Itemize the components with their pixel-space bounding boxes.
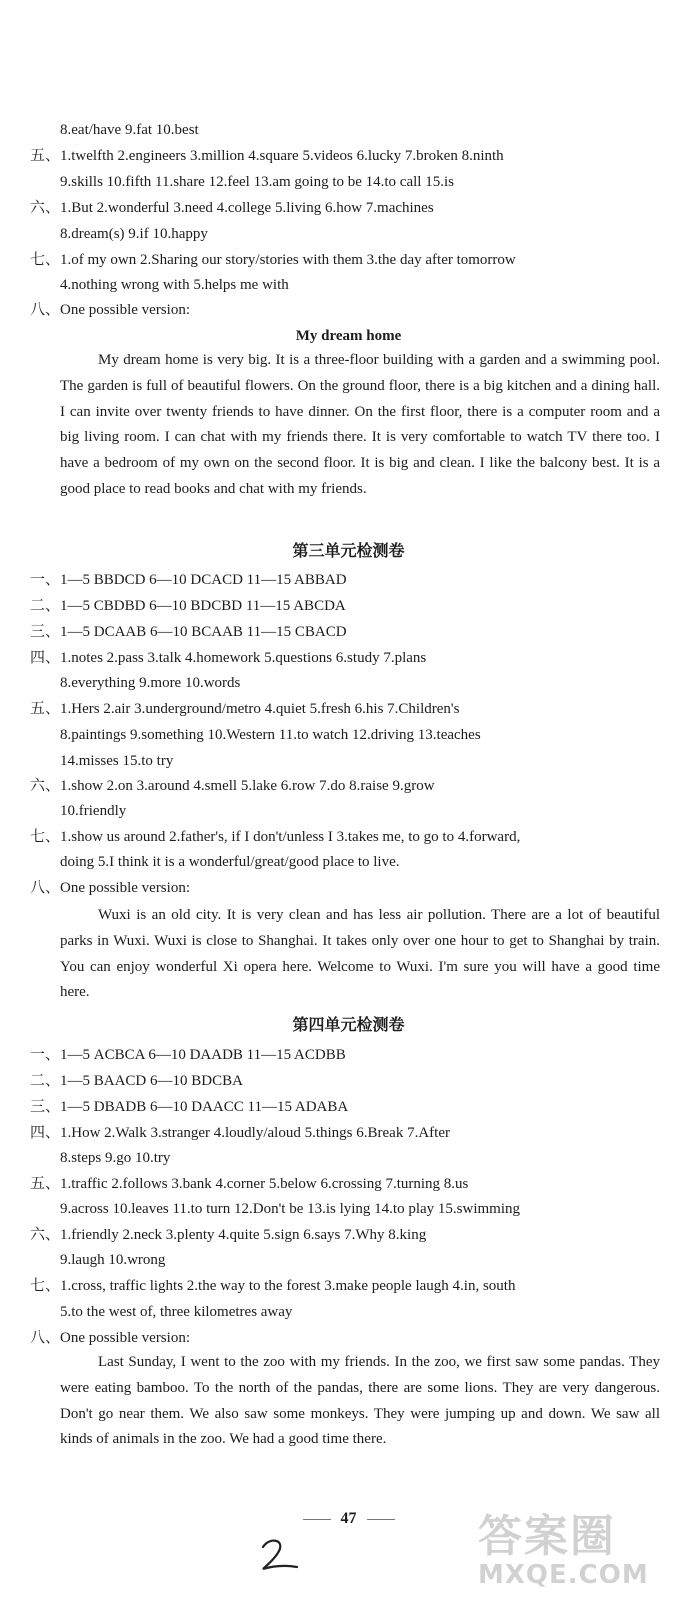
answer-line: 4.nothing wrong with 5.helps me with <box>60 277 289 293</box>
watermark-logo <box>478 1500 649 1590</box>
handwritten-mark <box>255 1535 303 1580</box>
answer-line: 一、1—5 ACBCA 6—10 DAADB 11—15 ACDBB <box>30 1047 346 1063</box>
answer-line: 一、1—5 BBDCD 6—10 DCACD 11—15 ABBAD <box>30 572 347 588</box>
answer-line: 二、1—5 BAACD 6—10 BDCBA <box>30 1073 243 1089</box>
answer-line: 七、1.show us around 2.father's, if I don't/unless I 3.takes me, to go to 4.forward, <box>30 829 521 845</box>
watermark-main: 答案圈 <box>478 1511 616 1562</box>
answer-line: 三、1—5 DCAAB 6—10 BCAAB 11—15 CBACD <box>30 624 347 640</box>
handwritten-2-icon <box>255 1535 303 1575</box>
answer-line: 8.dream(s) 9.if 10.happy <box>60 226 208 242</box>
watermark-sub: MXQE.COM <box>478 1560 649 1590</box>
answer-line: 五、1.traffic 2.follows 3.bank 4.corner 5.below 6.crossing 7.turning 8.us <box>30 1176 469 1192</box>
answer-line: 六、1.show 2.on 3.around 4.smell 5.lake 6.row 7.do 8.raise 9.grow <box>30 778 435 794</box>
answer-line: doing 5.I think it is a wonderful/great/good place to live. <box>60 854 400 870</box>
answer-line: 三、1—5 DBADB 6—10 DAACC 11—15 ADABA <box>30 1099 349 1115</box>
answer-line: 9.laugh 10.wrong <box>60 1252 166 1268</box>
answer-line: 8.paintings 9.something 10.Western 11.to watch 12.driving 13.teaches <box>60 727 481 743</box>
answer-line: 14.misses 15.to try <box>60 753 174 769</box>
answer-line: 8.everything 9.more 10.words <box>60 675 241 691</box>
answer-line: 二、1—5 CBDBD 6—10 BDCBD 11—15 ABCDA <box>30 598 346 614</box>
essay-text: Last Sunday, I went to the zoo with my friends. In the zoo, we first saw some pandas. They were eating bamboo. To the north of the pandas, there are some lions. They are very dangerous. Don't go near them. We also saw some monkeys. They were jumping up and down. We saw all kinds of animals in the zoo. We had a good time there. <box>60 1354 660 1448</box>
answer-line: 八、One possible version: <box>30 880 190 896</box>
answer-line: 9.across 10.leaves 11.to turn 12.Don't be 13.is lying 14.to play 15.swimming <box>60 1201 521 1217</box>
answer-line: 5.to the west of, three kilometres away <box>60 1304 293 1320</box>
answer-line: 五、1.Hers 2.air 3.underground/metro 4.quiet 5.fresh 6.his 7.Children's <box>30 701 460 717</box>
essay-paragraph <box>60 903 660 1008</box>
answer-line: 10.friendly <box>60 803 127 819</box>
essay-text: My dream home is very big. It is a three-floor building with a garden and a swimming pool. The garden is full of beautiful flowers. On the ground floor, there is a big kitchen and a dining hall. I can invite over twenty friends to have dinner. On the first floor, there is a computer room and a big living room. I can chat with my friends there. It is very comfortable to watch TV there too. I have a bedroom of my own on the second floor. It is big and clean. I like the balcony best. It is a good place to read books and chat with my friends. <box>60 352 660 497</box>
answer-line: 8.steps 9.go 10.try <box>60 1150 171 1166</box>
answer-line: 四、1.notes 2.pass 3.talk 4.homework 5.questions 6.study 7.plans <box>30 650 427 666</box>
answer-line: 七、1.of my own 2.Sharing our story/stories with them 3.the day after tomorrow <box>30 252 516 268</box>
answer-line: 六、1.friendly 2.neck 3.plenty 4.quite 5.sign 6.says 7.Why 8.king <box>30 1227 427 1243</box>
answer-line: 五、1.twelfth 2.engineers 3.million 4.square 5.videos 6.lucky 7.broken 8.ninth <box>30 148 504 164</box>
answer-line: 9.skills 10.fifth 11.share 12.feel 13.am going to be 14.to call 15.is <box>60 174 454 190</box>
answer-line: 六、1.But 2.wonderful 3.need 4.college 5.living 6.how 7.machines <box>30 200 434 216</box>
essay-paragraph <box>60 348 660 528</box>
answer-line: 8.eat/have 9.fat 10.best <box>60 122 199 138</box>
answer-line: 七、1.cross, traffic lights 2.the way to the forest 3.make people laugh 4.in, south <box>30 1278 516 1294</box>
essay-text: Wuxi is an old city. It is very clean and has less air pollution. There are a lot of beautiful parks in Wuxi. Wuxi is close to Shanghai. It takes only over one hour to get to Shanghai by train. You can enjoy wonderful Xi opera here. Welcome to Wuxi. I'm sure you will have a good time here. <box>60 907 660 1001</box>
answer-line: 八、One possible version: <box>30 1330 190 1346</box>
answer-line: 四、1.How 2.Walk 3.stranger 4.loudly/aloud 5.things 6.Break 7.After <box>30 1125 450 1141</box>
essay-title: My dream home <box>295 328 402 344</box>
section-title: 第三单元检测卷 <box>292 541 405 560</box>
section-title: 第四单元检测卷 <box>292 1015 405 1034</box>
answer-line: 八、One possible version: <box>30 302 190 318</box>
page-number: 47 <box>0 1510 697 1528</box>
essay-paragraph <box>60 1350 660 1480</box>
